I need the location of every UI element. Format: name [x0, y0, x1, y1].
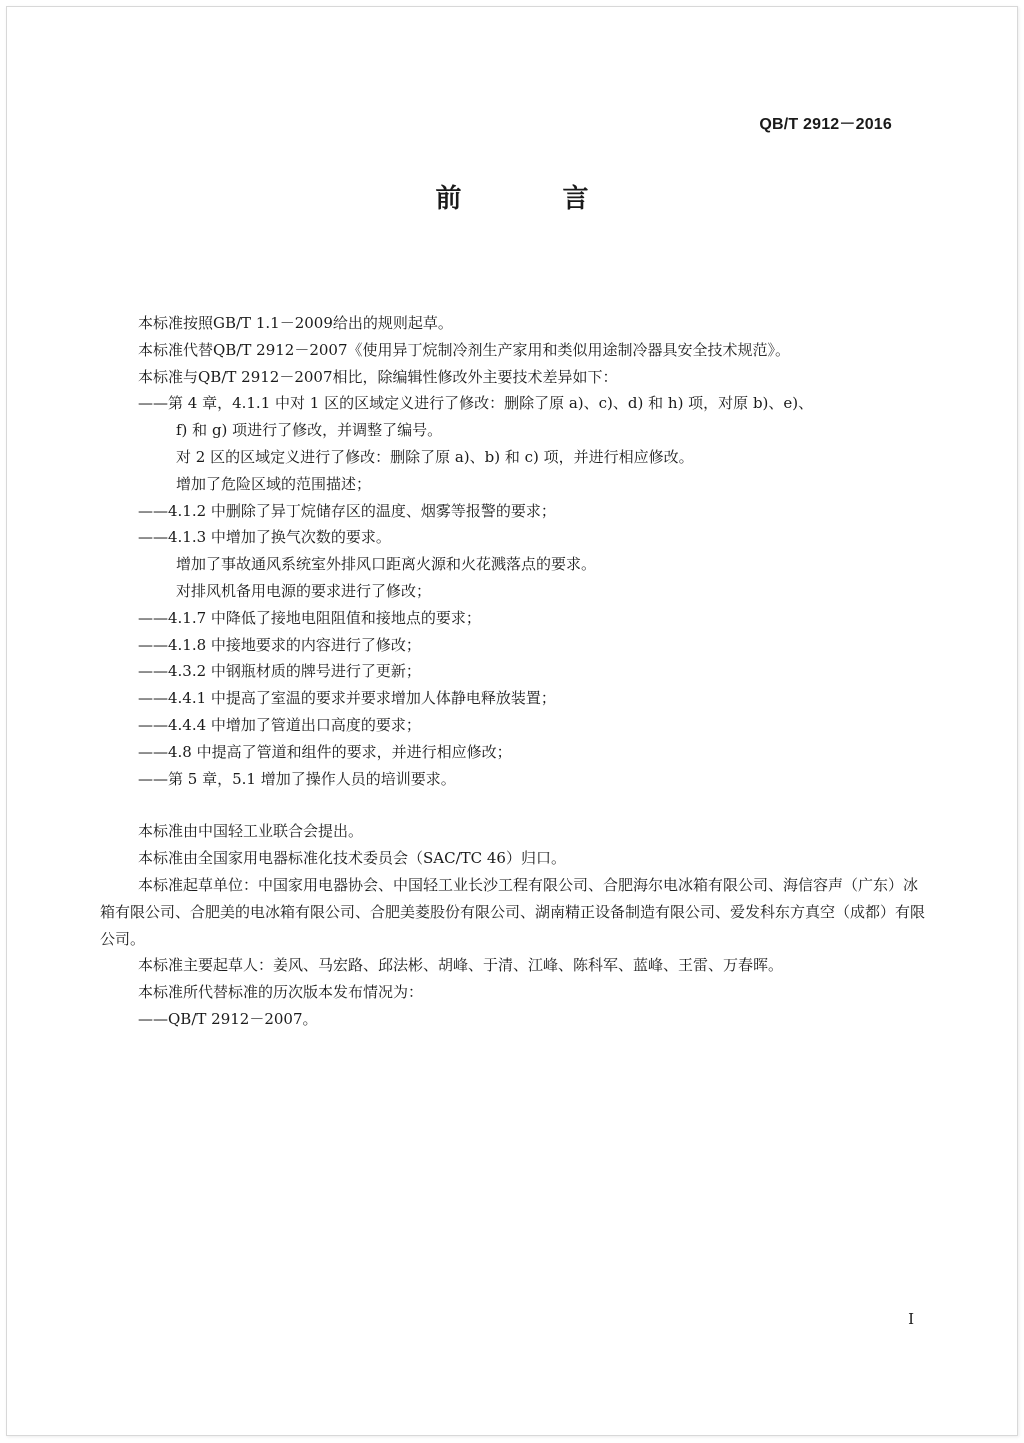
paragraph-history-intro: 本标准所代替标准的历次版本发布情况为：	[138, 983, 424, 1002]
page-number: I	[908, 1310, 914, 1328]
standard-number: QB/T 2912－2016	[759, 116, 892, 133]
paragraph-drafters: 本标准主要起草人：姜风、马宏路、邱法彬、胡峰、于清、江峰、陈科军、蓝峰、王雷、万春晖。	[138, 956, 784, 975]
section-gap	[100, 792, 930, 818]
paragraph-proposer: 本标准由中国轻工业联合会提出。	[138, 822, 364, 841]
change-item-9: ——4.8 中提高了管道和组件的要求，并进行相应修改；	[138, 742, 512, 761]
paragraph-drafting-rules: 本标准按照GB/T 1.1－2009给出的规则起草。	[138, 314, 453, 332]
page-title: 前 言	[435, 184, 635, 214]
change-item-1-cont: f) 和 g) 项进行了修改，并调整了编号。	[176, 421, 443, 440]
change-item-6: ——4.3.2 中钢瓶材质的牌号进行了更新；	[138, 662, 421, 681]
document-body	[100, 310, 930, 1033]
change-item-7: ——4.4.1 中提高了室温的要求并要求增加人体静电释放装置；	[138, 689, 556, 708]
change-item-2: ——4.1.2 中删除了异丁烷储存区的温度、烟雾等报警的要求；	[138, 501, 556, 520]
change-item-3-power: 对排风机备用电源的要求进行了修改；	[176, 581, 432, 600]
paragraph-replaces: 本标准代替QB/T 2912－2007《使用异丁烷制冷剂生产家用和类似用途制冷器具安全技术规范》。	[138, 340, 790, 359]
change-item-4: ——4.1.7 中降低了接地电阻阻值和接地点的要求；	[138, 608, 481, 627]
change-item-1-zone2: 对 2 区的区域定义进行了修改：删除了原 a)、b) 和 c) 项，并进行相应修改。	[176, 447, 694, 466]
history-item: ——QB/T 2912－2007。	[138, 1009, 318, 1028]
paragraph-drafting-units: 本标准起草单位：中国家用电器协会、中国轻工业长沙工程有限公司、合肥海尔电冰箱有限公司、海信容声（广东）冰箱有限公司、合肥美的电冰箱有限公司、合肥美菱股份有限公司、湖南精正设备制造有限公司、爱发科东方真空（成都）有限公司。	[100, 875, 926, 948]
change-item-1-range: 增加了危险区域的范围描述；	[176, 474, 372, 493]
change-item-3: ——4.1.3 中增加了换气次数的要求。	[138, 528, 391, 547]
paragraph-committee: 本标准由全国家用电器标准化技术委员会（SAC/TC 46）归口。	[138, 849, 566, 868]
change-item-3-exhaust: 增加了事故通风系统室外排风口距离火源和火花溅落点的要求。	[176, 555, 597, 574]
change-item-5: ——4.1.8 中接地要求的内容进行了修改；	[138, 635, 421, 654]
change-item-8: ——4.4.4 中增加了管道出口高度的要求；	[138, 715, 421, 734]
change-item-10: ——第 5 章，5.1 增加了操作人员的培训要求。	[138, 769, 456, 788]
paragraph-differences-intro: 本标准与QB/T 2912－2007相比，除编辑性修改外主要技术差异如下：	[138, 367, 618, 386]
change-item-1: ——第 4 章，4.1.1 中对 1 区的区域定义进行了修改：删除了原 a)、c)、d) 和 h) 项，对原 b)、e)、	[138, 394, 814, 413]
